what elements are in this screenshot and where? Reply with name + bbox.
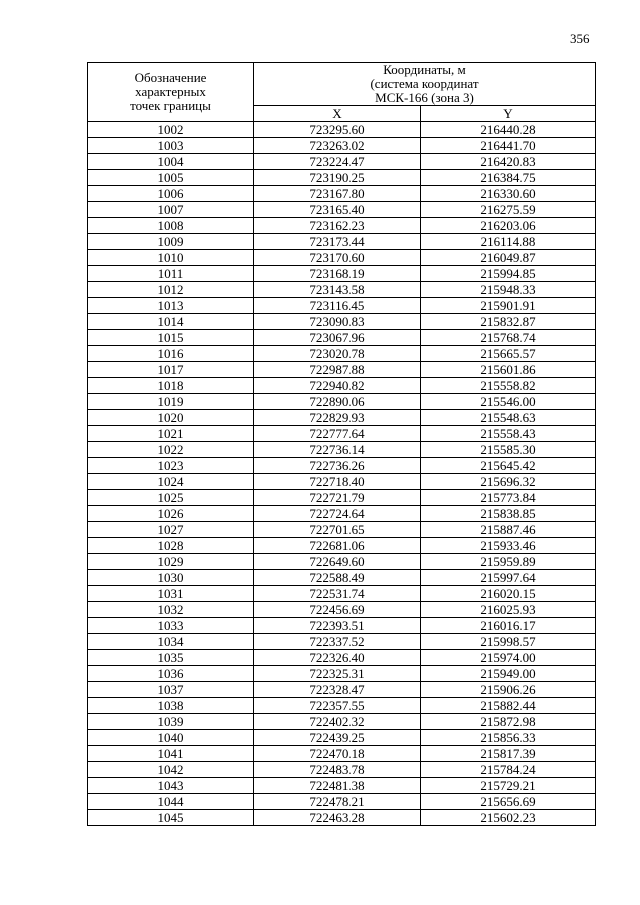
point-id-cell: 1027: [88, 522, 254, 538]
y-coordinate-cell: 215832.87: [421, 314, 596, 330]
point-id-cell: 1011: [88, 266, 254, 282]
table-body: [88, 122, 596, 826]
table-row: [88, 218, 596, 234]
table-row: [88, 778, 596, 794]
y-coordinate-cell: 215601.86: [421, 362, 596, 378]
header-y: Y: [421, 106, 596, 122]
table-row: [88, 714, 596, 730]
header-point-line-2: характерных: [135, 84, 206, 99]
coordinates-table: [87, 62, 596, 826]
point-id-cell: 1017: [88, 362, 254, 378]
point-id-cell: 1007: [88, 202, 254, 218]
point-id-cell: 1025: [88, 490, 254, 506]
table-row: [88, 506, 596, 522]
header-coords-line-1: Координаты, м: [383, 62, 466, 77]
x-coordinate-cell: 723143.58: [254, 282, 421, 298]
table-row: [88, 202, 596, 218]
point-id-cell: 1018: [88, 378, 254, 394]
x-coordinate-cell: 723090.83: [254, 314, 421, 330]
y-coordinate-cell: 215948.33: [421, 282, 596, 298]
table-row: [88, 794, 596, 810]
y-coordinate-cell: 215696.32: [421, 474, 596, 490]
y-coordinate-cell: 216441.70: [421, 138, 596, 154]
y-coordinate-cell: 215994.85: [421, 266, 596, 282]
x-coordinate-cell: 722829.93: [254, 410, 421, 426]
y-coordinate-cell: 215872.98: [421, 714, 596, 730]
table-row: [88, 282, 596, 298]
y-coordinate-cell: 215665.57: [421, 346, 596, 362]
y-coordinate-cell: 216384.75: [421, 170, 596, 186]
x-coordinate-cell: 722393.51: [254, 618, 421, 634]
y-coordinate-cell: 215773.84: [421, 490, 596, 506]
point-id-cell: 1023: [88, 458, 254, 474]
x-coordinate-cell: 722456.69: [254, 602, 421, 618]
header-x: X: [254, 106, 421, 122]
y-coordinate-cell: 215949.00: [421, 666, 596, 682]
y-coordinate-cell: 215997.64: [421, 570, 596, 586]
point-id-cell: 1040: [88, 730, 254, 746]
table-row: [88, 762, 596, 778]
table-row: [88, 346, 596, 362]
point-id-cell: 1006: [88, 186, 254, 202]
point-id-cell: 1037: [88, 682, 254, 698]
point-id-cell: 1036: [88, 666, 254, 682]
point-id-cell: 1044: [88, 794, 254, 810]
table-header: [88, 63, 596, 122]
table-row: [88, 378, 596, 394]
y-coordinate-cell: 216203.06: [421, 218, 596, 234]
table-row: [88, 410, 596, 426]
point-id-cell: 1022: [88, 442, 254, 458]
x-coordinate-cell: 722325.31: [254, 666, 421, 682]
table-row: [88, 442, 596, 458]
x-coordinate-cell: 723116.45: [254, 298, 421, 314]
x-coordinate-cell: 722481.38: [254, 778, 421, 794]
header-coordinates: [254, 63, 596, 106]
y-coordinate-cell: 215933.46: [421, 538, 596, 554]
y-coordinate-cell: 215901.91: [421, 298, 596, 314]
point-id-cell: 1034: [88, 634, 254, 650]
point-id-cell: 1039: [88, 714, 254, 730]
y-coordinate-cell: 215998.57: [421, 634, 596, 650]
x-coordinate-cell: 723263.02: [254, 138, 421, 154]
x-coordinate-cell: 722701.65: [254, 522, 421, 538]
y-coordinate-cell: 215906.26: [421, 682, 596, 698]
point-id-cell: 1033: [88, 618, 254, 634]
table-row: [88, 586, 596, 602]
point-id-cell: 1013: [88, 298, 254, 314]
y-coordinate-cell: 215974.00: [421, 650, 596, 666]
table-row: [88, 746, 596, 762]
x-coordinate-cell: 722326.40: [254, 650, 421, 666]
table-row: [88, 810, 596, 826]
point-id-cell: 1029: [88, 554, 254, 570]
x-coordinate-cell: 723168.19: [254, 266, 421, 282]
table-row: [88, 362, 596, 378]
x-coordinate-cell: 723173.44: [254, 234, 421, 250]
y-coordinate-cell: 216114.88: [421, 234, 596, 250]
x-coordinate-cell: 723190.25: [254, 170, 421, 186]
table-row: [88, 154, 596, 170]
point-id-cell: 1004: [88, 154, 254, 170]
x-coordinate-cell: 722987.88: [254, 362, 421, 378]
point-id-cell: 1038: [88, 698, 254, 714]
table-row: [88, 570, 596, 586]
point-id-cell: 1020: [88, 410, 254, 426]
table-row: [88, 602, 596, 618]
y-coordinate-cell: 215959.89: [421, 554, 596, 570]
x-coordinate-cell: 722531.74: [254, 586, 421, 602]
x-coordinate-cell: 722890.06: [254, 394, 421, 410]
point-id-cell: 1009: [88, 234, 254, 250]
point-id-cell: 1026: [88, 506, 254, 522]
point-id-cell: 1005: [88, 170, 254, 186]
x-coordinate-cell: 723170.60: [254, 250, 421, 266]
point-id-cell: 1030: [88, 570, 254, 586]
x-coordinate-cell: 722478.21: [254, 794, 421, 810]
table-row: [88, 394, 596, 410]
table-row: [88, 170, 596, 186]
y-coordinate-cell: 216440.28: [421, 122, 596, 138]
y-coordinate-cell: 215546.00: [421, 394, 596, 410]
point-id-cell: 1019: [88, 394, 254, 410]
x-coordinate-cell: 722721.79: [254, 490, 421, 506]
y-coordinate-cell: 215784.24: [421, 762, 596, 778]
x-coordinate-cell: 722940.82: [254, 378, 421, 394]
point-id-cell: 1024: [88, 474, 254, 490]
header-point-line-3: точек границы: [130, 98, 211, 113]
y-coordinate-cell: 215882.44: [421, 698, 596, 714]
x-coordinate-cell: 723167.80: [254, 186, 421, 202]
x-coordinate-cell: 723020.78: [254, 346, 421, 362]
y-coordinate-cell: 216025.93: [421, 602, 596, 618]
header-point-line-1: Обозначение: [134, 70, 207, 85]
y-coordinate-cell: 215838.85: [421, 506, 596, 522]
y-coordinate-cell: 215585.30: [421, 442, 596, 458]
x-coordinate-cell: 722588.49: [254, 570, 421, 586]
table-row: [88, 522, 596, 538]
point-id-cell: 1032: [88, 602, 254, 618]
page-number: 356: [570, 31, 590, 46]
table-row: [88, 682, 596, 698]
x-coordinate-cell: 722777.64: [254, 426, 421, 442]
point-id-cell: 1045: [88, 810, 254, 826]
y-coordinate-cell: 215656.69: [421, 794, 596, 810]
table-row: [88, 266, 596, 282]
point-id-cell: 1010: [88, 250, 254, 266]
table-row: [88, 122, 596, 138]
table-row: [88, 330, 596, 346]
y-coordinate-cell: 215602.23: [421, 810, 596, 826]
x-coordinate-cell: 722736.14: [254, 442, 421, 458]
point-id-cell: 1015: [88, 330, 254, 346]
table-row: [88, 458, 596, 474]
x-coordinate-cell: 722470.18: [254, 746, 421, 762]
x-coordinate-cell: 722439.25: [254, 730, 421, 746]
y-coordinate-cell: 215768.74: [421, 330, 596, 346]
y-coordinate-cell: 215558.43: [421, 426, 596, 442]
table-row: [88, 314, 596, 330]
y-coordinate-cell: 215558.82: [421, 378, 596, 394]
header-coords-line-3: МСК-166 (зона 3): [375, 90, 474, 105]
x-coordinate-cell: 722649.60: [254, 554, 421, 570]
y-coordinate-cell: 216420.83: [421, 154, 596, 170]
x-coordinate-cell: 723165.40: [254, 202, 421, 218]
x-coordinate-cell: 722402.32: [254, 714, 421, 730]
point-id-cell: 1028: [88, 538, 254, 554]
y-coordinate-cell: 216016.17: [421, 618, 596, 634]
point-id-cell: 1002: [88, 122, 254, 138]
point-id-cell: 1041: [88, 746, 254, 762]
table-row: [88, 138, 596, 154]
table-row: [88, 186, 596, 202]
y-coordinate-cell: 216049.87: [421, 250, 596, 266]
point-id-cell: 1003: [88, 138, 254, 154]
x-coordinate-cell: 722463.28: [254, 810, 421, 826]
y-coordinate-cell: 215887.46: [421, 522, 596, 538]
table-row: [88, 426, 596, 442]
x-coordinate-cell: 722328.47: [254, 682, 421, 698]
table-row: [88, 730, 596, 746]
x-coordinate-cell: 722681.06: [254, 538, 421, 554]
point-id-cell: 1016: [88, 346, 254, 362]
x-coordinate-cell: 722736.26: [254, 458, 421, 474]
x-coordinate-cell: 723224.47: [254, 154, 421, 170]
y-coordinate-cell: 216020.15: [421, 586, 596, 602]
y-coordinate-cell: 215645.42: [421, 458, 596, 474]
y-coordinate-cell: 215548.63: [421, 410, 596, 426]
point-id-cell: 1014: [88, 314, 254, 330]
x-coordinate-cell: 722337.52: [254, 634, 421, 650]
table-row: [88, 666, 596, 682]
table-row: [88, 698, 596, 714]
table-row: [88, 538, 596, 554]
table-row: [88, 298, 596, 314]
y-coordinate-cell: 216330.60: [421, 186, 596, 202]
table-row: [88, 554, 596, 570]
point-id-cell: 1035: [88, 650, 254, 666]
x-coordinate-cell: 723295.60: [254, 122, 421, 138]
y-coordinate-cell: 216275.59: [421, 202, 596, 218]
table-row: [88, 618, 596, 634]
point-id-cell: 1042: [88, 762, 254, 778]
x-coordinate-cell: 722483.78: [254, 762, 421, 778]
point-id-cell: 1008: [88, 218, 254, 234]
table-row: [88, 474, 596, 490]
y-coordinate-cell: 215729.21: [421, 778, 596, 794]
table-row: [88, 490, 596, 506]
x-coordinate-cell: 723067.96: [254, 330, 421, 346]
x-coordinate-cell: 722718.40: [254, 474, 421, 490]
point-id-cell: 1043: [88, 778, 254, 794]
table-row: [88, 634, 596, 650]
table-row: [88, 250, 596, 266]
x-coordinate-cell: 722724.64: [254, 506, 421, 522]
x-coordinate-cell: 722357.55: [254, 698, 421, 714]
y-coordinate-cell: 215856.33: [421, 730, 596, 746]
x-coordinate-cell: 723162.23: [254, 218, 421, 234]
y-coordinate-cell: 215817.39: [421, 746, 596, 762]
point-id-cell: 1031: [88, 586, 254, 602]
point-id-cell: 1021: [88, 426, 254, 442]
header-point-designation: [88, 63, 254, 122]
header-coords-line-2: (система координат: [370, 76, 479, 91]
table-row: [88, 234, 596, 250]
table-row: [88, 650, 596, 666]
point-id-cell: 1012: [88, 282, 254, 298]
